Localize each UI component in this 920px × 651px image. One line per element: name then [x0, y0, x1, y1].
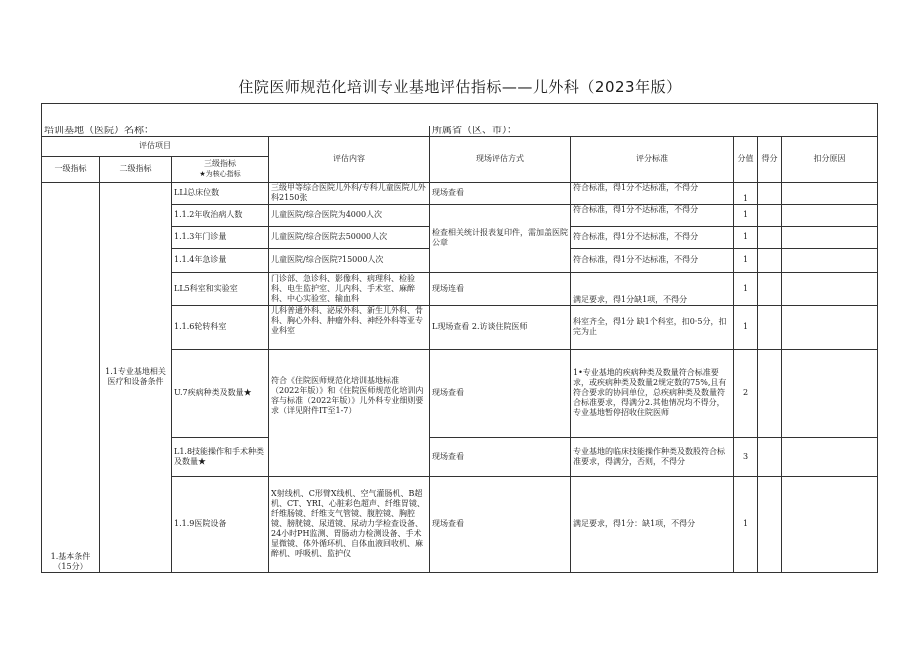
level2-header: 二级指标: [100, 156, 172, 182]
deduct-cell: [782, 182, 878, 204]
standard-cell: 专业基地的临床技能操作种类及数股符合标准要求，得满分，否则，不得分: [571, 437, 734, 476]
content-cell: 儿科普通外科、泌尿外科、新生儿外科、骨科、胸心外科、肿瘤外科、神经外科等亚专业科室: [269, 305, 430, 349]
got-cell: [758, 305, 782, 349]
content-cell: 三级甲等综合医院儿外科/专科儿童医院儿外科2150张: [269, 182, 430, 204]
method-cell: 现场查看: [430, 349, 571, 437]
content-cell: 符合《住院医师规范化培训基地标准（2022年版）》和《住院医师规范化培训内容与标准（2022年版）》儿外科专业细则要求（详见附件IT至1-7）: [269, 349, 430, 476]
score-cell: 1: [734, 226, 758, 248]
method-cell: 现场查看: [430, 182, 571, 204]
got-cell: [758, 272, 782, 305]
deduct-cell: [782, 248, 878, 272]
deduct-cell: [782, 349, 878, 437]
standard-cell: 符合标准，得1分不达标准，不得分: [571, 226, 734, 248]
standard-header: 评分标准: [571, 136, 734, 182]
page-title: 住院医师规范化培训专业基地评估指标——儿外科（2023年版）: [238, 78, 682, 96]
level3-cell: 1.1.3年门诊量: [172, 226, 269, 248]
standard-cell: 科室齐全，得1分 缺1个科室，扣0·5分，扣完为止: [571, 305, 734, 349]
table-row: [42, 182, 878, 204]
deduct-header: 扣分原因: [782, 136, 878, 182]
content-cell: 儿童医院/综合医院去50000人次: [269, 226, 430, 248]
spacer-row: [42, 104, 878, 126]
content-cell: 儿童医院/综合医院为4000人次: [269, 204, 430, 226]
method-cell: 现场查看: [430, 476, 571, 572]
level3-cell: L1.8技能操作和手术种类及数量★: [172, 437, 269, 476]
info-row: [42, 126, 878, 137]
got-cell: [758, 349, 782, 437]
got-cell: [758, 476, 782, 572]
score-cell: 1: [734, 204, 758, 226]
core-note: ★为核心指标: [199, 170, 241, 178]
got-cell: [758, 248, 782, 272]
level1-header: 一级指标: [42, 156, 100, 182]
got-header: 得分: [758, 136, 782, 182]
score-cell: 3: [734, 437, 758, 476]
method-cell: 现场连看: [430, 272, 571, 305]
eval-item-header: 评估项目: [42, 136, 269, 156]
level3-header: [172, 156, 269, 182]
got-cell: [758, 204, 782, 226]
deduct-cell: [782, 226, 878, 248]
level3-label: 三级指标: [204, 159, 236, 168]
standard-cell: 满足要求，得1分：缺1项，不得分: [571, 476, 734, 572]
header-row-1: [42, 136, 878, 156]
content-cell: 儿童医院/综合医院?15000人次: [269, 248, 430, 272]
method-cell: 检查相关统计报表复印件，需加盖医院公章: [430, 204, 571, 272]
level3-cell: 1.1.6轮转科室: [172, 305, 269, 349]
level2-cell: 1.1专业基地相关医疗和设备条件: [100, 182, 172, 572]
score-cell: 1: [734, 248, 758, 272]
got-cell: [758, 437, 782, 476]
method-cell: L现场查看 2.访谈住院医师: [430, 305, 571, 349]
score-cell: 1: [734, 272, 758, 305]
score-cell: 1: [734, 476, 758, 572]
got-cell: [758, 182, 782, 204]
level3-cell: U.7疾病种类及数量★: [172, 349, 269, 437]
deduct-cell: [782, 476, 878, 572]
standard-cell: 1•专业基地的疾病种类及数量符合标准要求，或疾病种类及数量2规定数的75%,且有符合要求的协同单位，总疾病种类及数量符合标准要求，得满分2.其他情况均不得分，专业基地暂停招收住院医师: [571, 349, 734, 437]
deduct-cell: [782, 437, 878, 476]
content-cell: 门诊部、急诊科、影像科、病理科、检验科、电生监护室、儿内科、手术室、麻醉科、中心实验室、输血科: [269, 272, 430, 305]
content-cell: X射线机、C形臂X线机、空气灌肠机、B超机、CT、YRI、心脏彩色超声、纤维胃镜、纤维肠镜、纤维支气管镜、腹腔镜、胸腔镜、膀胱镜、尿道镜、尿动力学检查设备、24小时PH监测、胃肠动力检测设备、手术显微镜、体外循环机、自体血液回收机、麻醉机、呼吸机、监护仪: [269, 476, 430, 572]
level3-cell: LLl总床位数: [172, 182, 269, 204]
base-name-label: 培训基地（医院）名称：: [42, 126, 430, 137]
method-header: 现场评估方式: [430, 136, 571, 182]
score-cell: 2: [734, 349, 758, 437]
deduct-cell: [782, 305, 878, 349]
level3-cell: 1.1.2年收治病人数: [172, 204, 269, 226]
standard-cell: 符合标准，得1分不达标准，不得分: [571, 248, 734, 272]
deduct-cell: [782, 204, 878, 226]
level1-cell: 1.基本条件（15分）: [42, 182, 100, 572]
standard-cell: 符合标准，得1分不达标准，不得分: [571, 204, 734, 226]
content-header: 评估内容: [269, 136, 430, 182]
got-cell: [758, 226, 782, 248]
standard-cell: 符合标准，得1分不达标准，不得分: [571, 182, 734, 204]
level3-cell: 1.1.9医院设备: [172, 476, 269, 572]
deduct-cell: [782, 272, 878, 305]
level3-cell: 1.1.4年急诊量: [172, 248, 269, 272]
method-cell: 现场查看: [430, 437, 571, 476]
score-cell: 1: [734, 305, 758, 349]
province-label: 所属省（区、市）：: [430, 126, 878, 137]
score-cell: 1: [734, 182, 758, 204]
evaluation-table: [41, 103, 878, 573]
level3-cell: LL5科室和实验室: [172, 272, 269, 305]
score-header: 分值: [734, 136, 758, 182]
standard-cell: 满足要求，得1分缺1项，不得分: [571, 272, 734, 305]
